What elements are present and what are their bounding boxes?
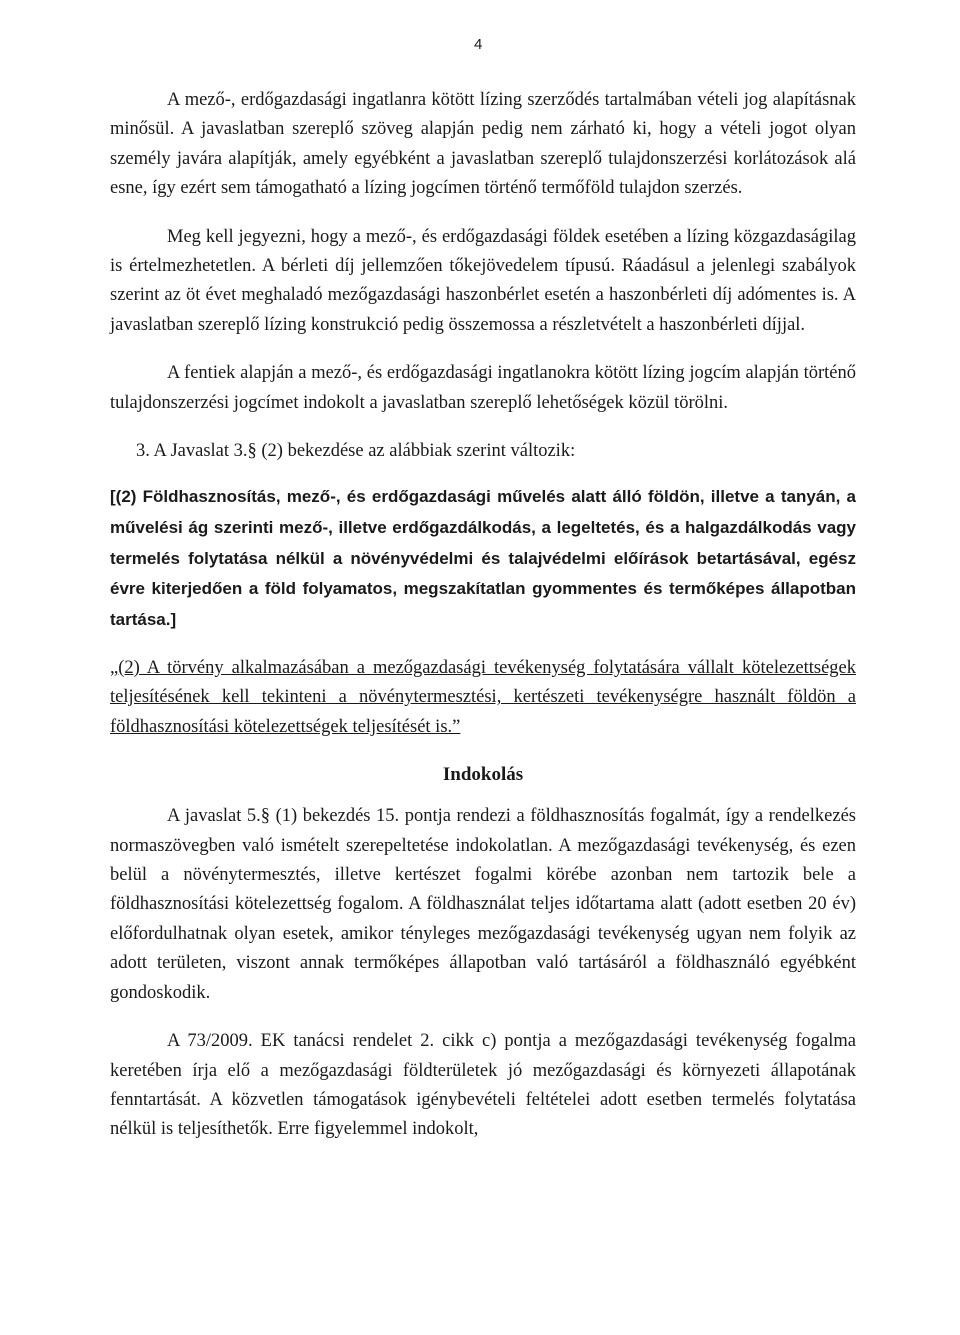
- new-provision-text: „(2) A törvény alkalmazásában a mezőgazdasági tevékenység folytatására vállalt kötelezettségek teljesítésének kell tekinteni a növénytermesztési, kertészeti tevékenységre használt földön a földhasznosítási kötelezettségek teljesítését is.”: [110, 658, 856, 737]
- page-number: 4: [474, 36, 483, 53]
- section-heading: 3. A Javaslat 3.§ (2) bekezdése az alábbiak szerint változik:: [136, 441, 576, 462]
- document-body: [110, 86, 856, 1164]
- paragraph-justification-2: A 73/2009. EK tanácsi rendelet 2. cikk c) pontja a mezőgazdasági tevékenység fogalma keretében írja elő a mezőgazdasági földterületek jó mezőgazdasági és környezeti állapotának fenntartását. A közvetlen támogatások igénybevételi feltételei adott esetben termelés folytatása nélkül is teljesíthetők. Erre figyelemmel indokolt,: [110, 1031, 856, 1140]
- paragraph-leasing-economics: Meg kell jegyezni, hogy a mező-, és erdőgazdasági földek esetében a lízing közgazdaságilag is értelmezhetetlen. A bérleti díj jellemzően tőkejövedelem típusú. Ráadásul a jelenlegi szabályok szerint az öt évet meghaladó mezőgazdasági haszonbérlet esetén a haszonbérleti díj adómentes is. A javaslatban szereplő lízing konstrukció pedig összemossa a részletvételt a haszonbérleti díjjal.: [110, 226, 856, 335]
- paragraph-leasing-option: A mező-, erdőgazdasági ingatlanra kötött lízing szerződés tartalmában vételi jog alapításnak minősül. A javaslatban szereplő szöveg alapján pedig nem zárható ki, hogy a vételi jogot olyan személy javára alapítják, amely egyébként a javaslatban szereplő tulajdonszerzési korlátozások alá esne, így ezért sem támogatható a lízing jogcímen történő termőföld tulajdon szerzés.: [110, 90, 856, 199]
- paragraph-justification-1: A javaslat 5.§ (1) bekezdés 15. pontja rendezi a földhasznosítás fogalmát, így a rendelkezés normaszövegben való ismételt szerepeltetése indokolatlan. A mezőgazdasági tevékenység, és ezen belül a növénytermesztés, illetve kertészet fogalmi körébe azonban nem tartozik bele a földhasznosítási kötelezettség fogalom. A földhasználat teljes időtartama alatt (adott esetben 20 év) előfordulhatnak olyan esetek, amikor tényleges mezőgazdasági tevékenység ugyan nem folyik az adott területen, viszont annak termőképes állapotban való tartásáról a földhasználó egyébként gondoskodik.: [110, 806, 856, 1003]
- justification-heading: Indokolás: [442, 764, 524, 786]
- deleted-provision-text: [(2) Földhasznosítás, mező-, és erdőgazdasági művelés alatt álló földön, illetve a tanyán, a művelési ág szerinti mező-, illetve erdőgazdálkodás, a legeltetés, és a halgazdálkodás vagy termelés folytatása nélkül a növényvédelmi és talajvédelmi előírások betartásával, egész évre kiterjedően a föld folyamatos, megszakítatlan gyommentes és termőképes állapotban tartása.]: [110, 487, 856, 630]
- paragraph-leasing-conclusion: A fentiek alapján a mező-, és erdőgazdasági ingatlanokra kötött lízing jogcím alapján történő tulajdonszerzési jogcímet indokolt a javaslatban szereplő lehetőségek közül törölni.: [110, 363, 856, 413]
